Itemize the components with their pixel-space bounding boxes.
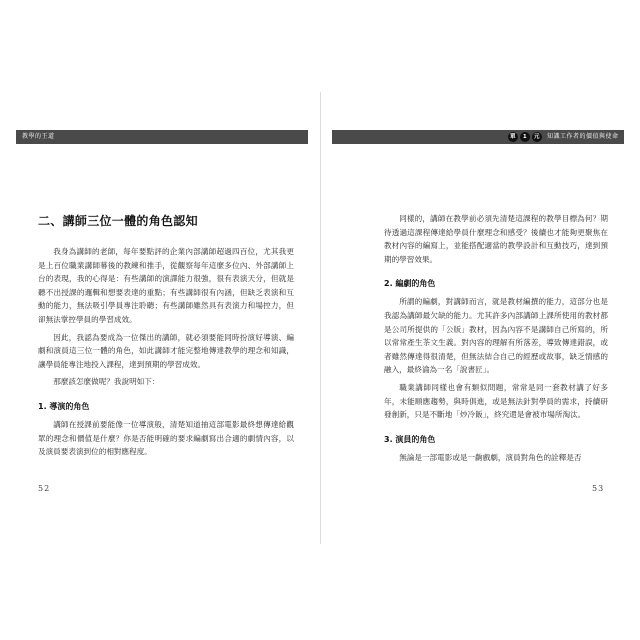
right-header-title: 知識工作者的價值與使命 (547, 133, 619, 140)
left-running-header: 教學的王道 (16, 130, 308, 144)
body-paragraph: 因此，我認為要成為一位傑出的講師，就必須要能同時扮演好導演、編劇和演員這三位一體的角色，如此講師才能完整地傳達教學的理念和知識，讓學員能專注地投入課程，達到預期的學習成效。 (38, 332, 294, 369)
right-page (324, 92, 624, 544)
subsection-title-director: 1. 導演的角色 (38, 401, 90, 411)
book-spread (16, 92, 624, 544)
body-paragraph: 我身為講師的老師，每年要點評的企業內部講師超過四百位，尤其我更是上百位職業講師幕後的教練和推手，從觀察每年這麼多位內、外部講師上台的表現，我的心得是：有些講師的演譯能力很強，很有表演天分，但就是聽不出授課的邏輯和想要表達的重點；有些講師很有內涵，但缺乏表演和互動的能力，無法吸引學員專注聆聽；有些講師雖然具有表演力和場控力，但卻無法掌控學員的學習成效。 (38, 247, 294, 324)
body-paragraph: 所謂的編劇，對講師而言，就是教材編撰的能力，這部分也是我認為講師最欠缺的能力。尤其許多內部講師上課所使用的教材都是公司所提供的「公版」教材，因為內容不是講師自己所寫的，所以常常產生茶文生義。對內容的理解有所落差，導致傳達錯誤，或者雖然傳達得很清楚，但無法結合自己的經歷或故事，缺乏情感的融入，最終淪為一名「說書匠」。 (384, 297, 608, 375)
section-title: 二、講師三位一體的角色認知 (38, 214, 198, 228)
right-page-content (384, 212, 608, 464)
unit-number-badge: 1 (520, 132, 530, 142)
body-paragraph: 講師在授課前要能像一位導演般，清楚知道抽這部電影最終想傳達給觀眾的理念和價值是什麼？你是否能明確的要求編劇寫出合適的劇情內容，以及演員要表演到位的相對應程度。 (38, 419, 294, 457)
subsection-title-actor: 3. 演員的角色 (384, 434, 436, 444)
page-number-left: 52 (38, 484, 51, 493)
left-page (16, 92, 316, 544)
unit-circle-badge: 元 (533, 134, 540, 140)
body-paragraph: 職業講師同樣也會有類似問題，常常是同一套教材講了好多年，未能順應趨勢，與時俱進，或是無法針對學員的需求，持續研發創新，只是不斷地「炒冷飯」，終究還是會被市場所淘汰。 (384, 382, 608, 420)
unit-circle-badge: 單 (509, 134, 516, 140)
left-page-content (38, 212, 294, 459)
right-running-header (332, 130, 624, 144)
body-paragraph: 同樣的，講師在教學前必須先清楚這課程的教學目標為何？期待透過這課程傳達給學員什麼理念和感受？後續也才能夠更聚焦在教材內容的編寫上，並能搭配適當的教學設計和互動技巧，達到預期的學習效果。 (384, 214, 608, 264)
subsection-title-screenwriter: 2. 編劇的角色 (384, 279, 436, 289)
page-number-right: 53 (592, 484, 605, 493)
body-paragraph: 無論是一部電影或是一齣戲劇，演員對角色的詮釋是否 (399, 452, 582, 462)
book-gutter (320, 92, 321, 544)
body-paragraph: 那麼該怎麼做呢？我說明如下： (53, 377, 160, 387)
